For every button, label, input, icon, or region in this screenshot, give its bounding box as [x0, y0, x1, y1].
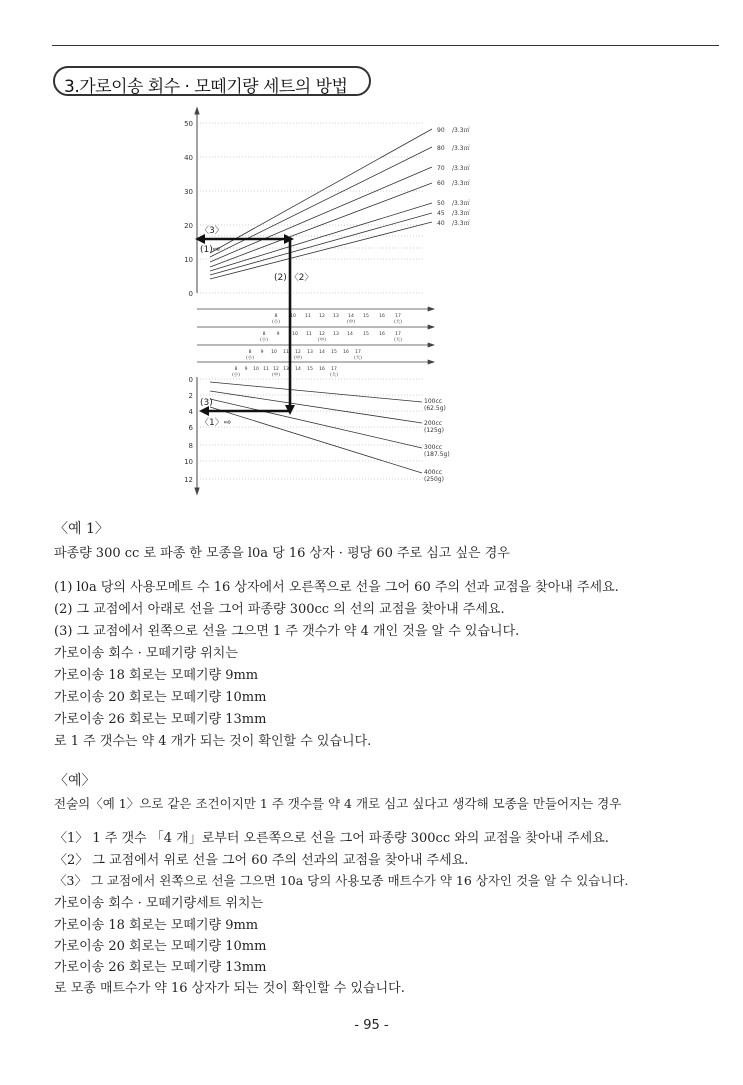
- nomogram-chart: [170, 105, 490, 497]
- scale-label: (大): [393, 338, 403, 343]
- marker-3-upper: 〈3〉: [200, 226, 224, 236]
- section-title-box: [53, 66, 371, 96]
- dose-label: 100cc: [424, 398, 443, 405]
- scale-label: (中): [317, 338, 327, 343]
- dose-line-400cc: [210, 407, 422, 473]
- scale-label: 11: [305, 314, 311, 319]
- scale-label: (中): [346, 320, 356, 325]
- dose-line-100cc: [210, 382, 422, 402]
- scale-label: (中): [271, 373, 281, 378]
- scale-label: 16: [319, 367, 325, 372]
- lower-tick: 0: [188, 376, 193, 384]
- seed-line-80: [210, 147, 432, 257]
- example2-position: 가로이송 회수 · 모떼기량세트 위치는: [54, 896, 264, 911]
- scale-label: 15: [307, 367, 313, 372]
- scale-label: 16: [379, 332, 385, 337]
- example2-step3: 〈3〉 그 교점에서 왼쪽으로 선을 그으면 10a 당의 사용모종 매트수가 약 16 상자인 것을 알 수 있습니다.: [54, 873, 629, 888]
- lower-tick: 8: [188, 442, 193, 450]
- example1-step2: (2) 그 교점에서 아래로 선을 그어 파종량 300cc 의 선의 교점을 찾아내 주세요.: [54, 602, 505, 617]
- example1-position: 가로이송 회수 · 모떼기량 위치는: [54, 646, 238, 661]
- example1-line2: 가로이송 20 회로는 모떼기량 10mm: [54, 690, 267, 705]
- example2-line1: 가로이송 18 회로는 모떼기량 9mm: [54, 918, 259, 933]
- scale-label: 8: [262, 332, 266, 337]
- upper-tick: 30: [184, 188, 193, 196]
- example1-step3: (3) 그 교점에서 왼쪽으로 선을 그으면 1 주 갯수가 약 4 개인 것을 알 수 있습니다.: [54, 624, 520, 639]
- seed-label-unit: /3.3㎡: [452, 127, 470, 134]
- upper-tick: 10: [184, 256, 193, 264]
- example2-line2: 가로이송 20 회로는 모떼기량 10mm: [54, 939, 267, 954]
- seed-label-num: 80: [437, 145, 445, 152]
- scale-label: 12: [319, 332, 325, 337]
- seed-label-unit: /3.3㎡: [452, 165, 470, 172]
- upper-tick: 0: [188, 290, 193, 298]
- scale-label: 10: [253, 367, 259, 372]
- scale-label: 17: [331, 367, 337, 372]
- seed-label-unit: /3.3㎡: [452, 210, 470, 217]
- scale-label: 14: [348, 314, 354, 319]
- scale-label: 10: [292, 332, 298, 337]
- seed-line-40: [210, 222, 432, 279]
- section-title: 3.가로이송 회수 · 모떼기량 세트의 방법: [64, 77, 348, 97]
- lower-tick: 4: [188, 408, 193, 416]
- scale-label: 12: [295, 350, 301, 355]
- example2-step1: 〈1〉 1 주 갯수 「4 개」로부터 오른쪽으로 선을 그어 파종량 300cc 와의 교점을 찾아내 주세요.: [54, 831, 609, 846]
- scale-label: (中): [293, 356, 303, 361]
- page-number: - 95 -: [354, 1018, 389, 1033]
- scale-label: 16: [343, 350, 349, 355]
- example2-desc: 전술의〈예 1〉으로 같은 조건이지만 1 주 갯수를 약 4 개로 심고 싶다고 생각해 모종을 만들어지는 경우: [54, 796, 622, 811]
- scale-label: 9: [244, 367, 248, 372]
- scale-label: (小): [271, 320, 281, 325]
- seed-label-unit: /3.3㎡: [452, 180, 470, 187]
- example1-line3: 가로이송 26 회로는 모떼기량 13mm: [54, 712, 267, 727]
- scale-label: 13: [333, 332, 339, 337]
- marker-1-upper: (1)⇨: [200, 245, 221, 255]
- scale-label: (大): [353, 356, 363, 361]
- scale-label: 14: [295, 367, 301, 372]
- example1-desc: 파종량 300 cc 로 파종 한 모종을 l0a 당 16 상자 · 평당 60 주로 심고 싶은 경우: [54, 546, 510, 561]
- dose-label-g: (125g): [424, 427, 444, 434]
- scale-label: 17: [395, 314, 401, 319]
- scale-label: (大): [393, 320, 403, 325]
- seed-line-45: [210, 213, 432, 275]
- seed-label-num: 90: [437, 127, 445, 134]
- example2-conclusion: 로 모종 매트수가 약 16 상자가 되는 것이 확인할 수 있습니다.: [54, 981, 405, 996]
- scale-label: 13: [283, 367, 289, 372]
- lower-axis-arrow: [195, 488, 199, 494]
- scale-label: 15: [331, 350, 337, 355]
- scale-label: 11: [283, 350, 289, 355]
- header-rule: [52, 45, 719, 46]
- upper-tick: 50: [184, 120, 193, 128]
- scale-label: 14: [347, 332, 353, 337]
- seed-label-num: 45: [437, 210, 445, 217]
- dose-line-300cc: [210, 399, 422, 448]
- example2-line3: 가로이송 26 회로는 모떼기량 13mm: [54, 960, 267, 975]
- scale-label: 14: [319, 350, 325, 355]
- seed-label-unit: /3.3㎡: [452, 220, 470, 227]
- example1-step1: (1) l0a 당의 사용모메트 수 16 상자에서 오른쪽으로 선을 그어 60 주의 선과 교점을 찾아내 주세요.: [54, 580, 619, 595]
- seed-label-num: 70: [437, 165, 445, 172]
- scale-label: 15: [363, 314, 369, 319]
- scale-label: 13: [333, 314, 339, 319]
- lower-tick: 2: [188, 392, 193, 400]
- example1-title: 〈예 1〉: [54, 521, 109, 537]
- scale-label: (大): [329, 373, 339, 378]
- example2-step2: 〈2〉 그 교점에서 위로 선을 그어 60 주의 선과의 교점을 찾아내 주세요.: [54, 853, 469, 868]
- scale-label: (小): [259, 338, 269, 343]
- example1-line1: 가로이송 18 회로는 모떼기량 9mm: [54, 668, 259, 683]
- upper-axis-arrow: [195, 108, 199, 114]
- lower-tick: 12: [184, 476, 193, 484]
- marker-1-lower: 〈1〉⇨: [200, 418, 232, 428]
- scale-label: 16: [379, 314, 385, 319]
- dose-label: 200cc: [424, 420, 443, 427]
- seed-label-num: 60: [437, 180, 445, 187]
- dose-label: 300cc: [424, 444, 443, 451]
- dose-label-g: (62.5g): [424, 405, 446, 412]
- seed-label-unit: /3.3㎡: [452, 145, 470, 152]
- example1-conclusion: 로 1 주 갯수는 약 4 개가 되는 것이 확인할 수 있습니다.: [54, 734, 372, 749]
- scale-label: 17: [355, 350, 361, 355]
- scale-label: 10: [271, 350, 277, 355]
- seed-label-unit: /3.3㎡: [452, 200, 470, 207]
- lower-tick: 6: [188, 424, 193, 432]
- scale-label: 8: [248, 350, 252, 355]
- scale-label: 11: [263, 367, 269, 372]
- dose-label: 400cc: [424, 469, 443, 476]
- marker-2: (2) 〈2〉: [274, 273, 314, 283]
- upper-tick: 20: [184, 222, 193, 230]
- scale-label: 8: [234, 367, 238, 372]
- lower-tick: 10: [184, 458, 193, 466]
- scale-label: (小): [245, 356, 255, 361]
- upper-tick: 40: [184, 154, 193, 162]
- dose-label-g: (187.5g): [424, 451, 450, 458]
- dose-label-g: (250g): [424, 476, 444, 483]
- example2-title: 〈예〉: [54, 773, 96, 789]
- scale-label: 13: [307, 350, 313, 355]
- seed-line-50: [210, 203, 432, 271]
- scale-label: 9: [276, 332, 280, 337]
- marker-3-lower: (3): [200, 398, 213, 408]
- scale-label: 17: [395, 332, 401, 337]
- seed-label-num: 50: [437, 200, 445, 207]
- scale-label: (小): [231, 373, 241, 378]
- scale-label: 10: [290, 314, 296, 319]
- scale-label: 9: [260, 350, 264, 355]
- scale-label: 8: [274, 314, 278, 319]
- dose-line-200cc: [210, 391, 422, 423]
- scale-label: 12: [273, 367, 279, 372]
- seed-label-num: 40: [437, 220, 445, 227]
- scale-label: 11: [306, 332, 312, 337]
- scale-label: 12: [319, 314, 325, 319]
- scale-label: 15: [363, 332, 369, 337]
